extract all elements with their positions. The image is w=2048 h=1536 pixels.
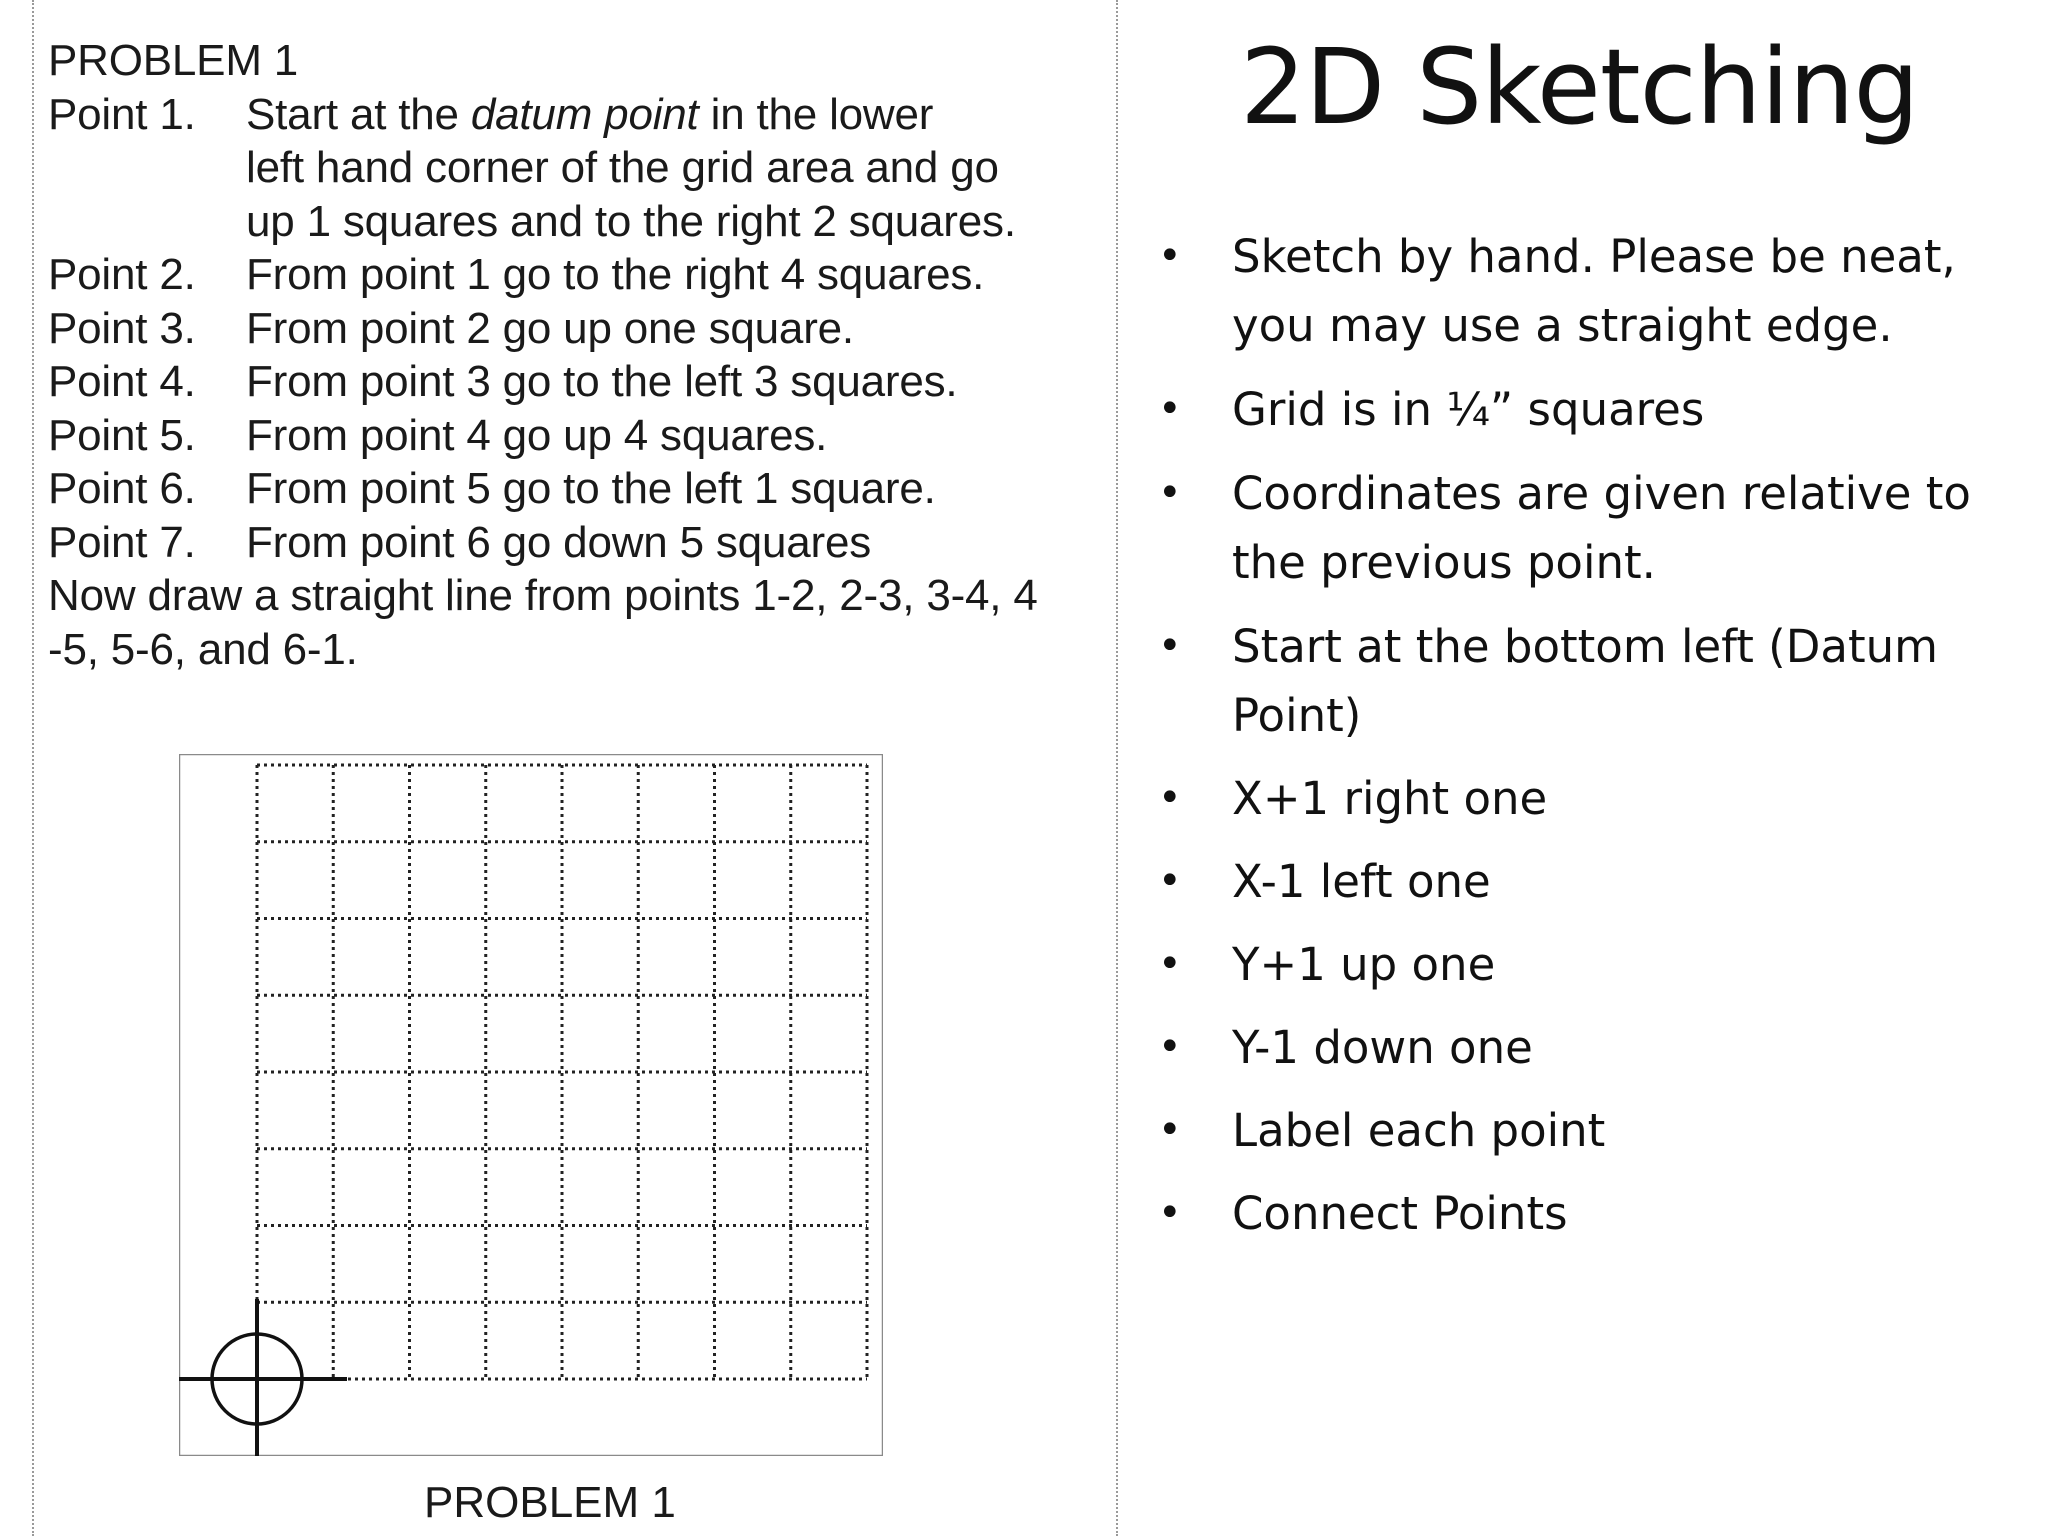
point-3-row [48,302,1113,356]
point-1-label: Point 1. [48,89,196,139]
bullet-item [1150,930,2010,999]
bullet-text: Start at the bottom left (Datum Point) [1232,620,1938,742]
point-1-row [48,88,1113,142]
problem-instructions [48,34,1113,676]
bullet-item [1150,1096,2010,1165]
bullet-item [1150,847,2010,916]
bullet-text: Label each point [1232,1104,1606,1157]
point-5-text: From point 4 go up 4 squares. [246,410,828,460]
point-5-row [48,409,1113,463]
bullet-item [1150,1179,2010,1248]
bullet-dot: • [1158,1107,1182,1153]
point-1-line-3: up 1 squares and to the right 2 squares. [246,196,1016,246]
point-2-text: From point 1 go to the right 4 squares. [246,250,985,299]
bullet-text: Coordinates are given relative to the previous point. [1232,467,1971,589]
bullet-dot: • [1158,941,1182,987]
grid-caption: PROBLEM 1 [424,1478,676,1527]
point-4-text: From point 3 go to the left 3 squares. [246,357,958,406]
grid-border [180,755,883,1456]
point-6-text: From point 5 go to the left 1 square. [246,464,936,513]
sketch-grid [179,754,883,1456]
point-7-row [48,516,1113,570]
bullet-item [1150,1013,2010,1082]
point-1-text [246,88,933,142]
bullet-dot: • [1158,623,1182,669]
bullet-dot: • [1158,775,1182,821]
bullet-dot: • [1158,233,1182,279]
slide-title: 2D Sketching [1240,26,1919,148]
bullet-item [1150,222,2010,360]
point-7-label: Point 7. [48,517,196,567]
bullet-dot: • [1158,386,1182,432]
grid-lines [257,765,867,1379]
datum-point-marker [179,1299,347,1456]
point-3-label: Point 3. [48,303,196,353]
datum-point-term: datum point [470,89,699,139]
point-2-label: Point 2. [48,250,196,299]
problem-heading: PROBLEM 1 [48,36,299,85]
closing-line-1: Now draw a straight line from points 1-2, 2-3, 3-4, 4 [48,571,1038,620]
bullet-dot: • [1158,1190,1182,1236]
point-5-label: Point 5. [48,410,196,460]
worksheet-panel [32,0,1118,1536]
bullet-dot: • [1158,470,1182,516]
point-1-text-pre: Start at the [246,89,471,139]
bullet-item [1150,612,2010,750]
bullet-dot: • [1158,1024,1182,1070]
bullet-text: Connect Points [1232,1187,1568,1240]
bullet-text: Y+1 up one [1232,938,1496,991]
bullet-text: X+1 right one [1232,772,1548,825]
bullet-item [1150,375,2010,444]
point-7-text: From point 6 go down 5 squares [246,517,872,567]
point-6-row [48,462,1113,516]
bullet-text: Y-1 down one [1232,1021,1533,1074]
bullet-dot: • [1158,858,1182,904]
point-4-row [48,355,1113,409]
bullet-text: Sketch by hand. Please be neat, you may use a straight edge. [1232,230,1956,352]
point-4-label: Point 4. [48,357,196,406]
point-1-text-post: in the lower [698,89,934,139]
bullet-item [1150,459,2010,597]
point-6-label: Point 6. [48,464,196,513]
instruction-bullets [1150,222,2010,1262]
bullet-text: X-1 left one [1232,855,1491,908]
point-3-text: From point 2 go up one square. [246,303,854,353]
closing-line-2: -5, 5-6, and 6-1. [48,624,358,674]
bullet-item [1150,764,2010,833]
point-1-line-2: left hand corner of the grid area and go [246,143,999,192]
point-2-row [48,248,1113,302]
bullet-text: Grid is in ¼” squares [1232,383,1705,436]
